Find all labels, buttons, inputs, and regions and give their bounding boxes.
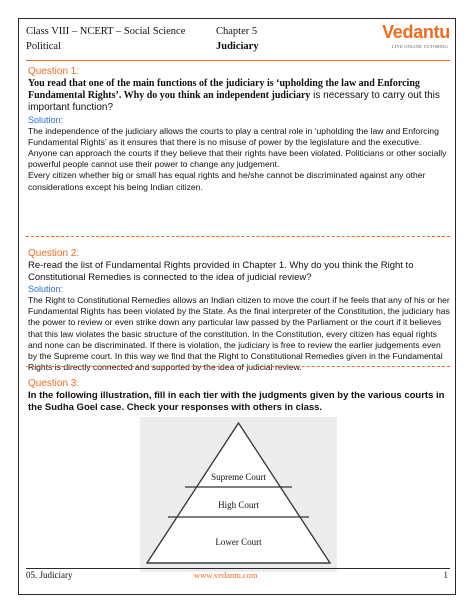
header-section: Political [26, 41, 61, 52]
question-2-text: Re-read the list of Fundamental Rights provided in Chapter 1. Why do you think the Right to Constitutional Remedies is connected to the idea of judicial review? [28, 260, 414, 283]
question-2-label: Question 2: [28, 248, 80, 259]
header-chapter-title: Judiciary [216, 41, 259, 52]
page-header [26, 22, 450, 64]
divider-q1 [26, 236, 450, 237]
question-2-solution: The Right to Constitutional Remedies allows an Indian citizen to move the court if he feels that any of his or her Fundamental Rights has been violated by the State. As the final interpreter of the Constitution, the judiciary has the power to review or even strike down any particular law passed by the Parliament or the court if it believes that this law violates the basic structure of the constitution. In the Constitution, every citizen has equal rights and none can be discriminated. If there is violation, the judiciary is free to review the earlier judgements even by the Supreme court. In this way we find that the Right to Constitutional Remedies given in the Fundamental Rights is directly connected and supported by the idea of judicial review. [28, 295, 450, 373]
logo-wordmark: Vedantu [382, 22, 450, 42]
question-3-text: In the following illustration, fill in each tier with the judgments given by the various courts in the Sudha Goel case. Check your responses with others in class. [28, 390, 445, 413]
footer-divider [26, 568, 450, 569]
tier-high-court: High Court [218, 500, 259, 510]
tier-supreme-court: Supreme Court [211, 472, 266, 482]
header-subject: Class VIII – NCERT – Social Science [26, 26, 186, 37]
question-1-label: Question 1: [28, 66, 80, 77]
question-3 [28, 378, 450, 414]
page-number: 1 [443, 570, 448, 580]
header-chapter: Chapter 5 [216, 26, 258, 37]
header-divider [26, 60, 450, 61]
court-pyramid-illustration [140, 417, 337, 572]
divider-q2 [26, 366, 450, 367]
question-2 [28, 248, 450, 373]
tier-lower-court: Lower Court [215, 537, 262, 547]
question-2-solution-label: Solution: [28, 284, 64, 294]
question-1-text-normal: is necessary to carry out this important function? [28, 90, 440, 114]
question-1-text [28, 78, 450, 115]
vedantu-logo [380, 22, 450, 56]
pyramid-svg [140, 417, 337, 572]
question-1 [28, 66, 450, 193]
footer-chapter: 05. Judiciary [26, 570, 73, 580]
question-1-solution-label: Solution: [28, 114, 64, 125]
page-footer [26, 570, 450, 584]
question-1-solution-paragraph-2: Every citizen whether big or small has equal rights and he/she cannot be discriminated against any other considerations except his being Indian citizen. [28, 170, 426, 192]
question-1-text-bold: You read that one of the main functions of the judiciary is ‘upholding the law and Enforcing Fundamental Rights’. Why do you think an independent judiciary [28, 78, 420, 102]
question-1-solution-paragraph-1: The independence of the judiciary allows the courts to play a central role in ‘upholding the law and Enforcing Fundamental Rights’ as it ensures that there is no misuse of power by the legislature and the executive. Anyone can approach the courts if they believe that their rights have been violated. Politicians or other socially powerful people cannot use their power to change any judgement. [28, 125, 447, 170]
logo-tagline: LIVE ONLINE TUTORING [391, 44, 448, 49]
footer-website-link[interactable]: www.vedantu.com [194, 570, 258, 580]
question-3-label: Question 3: [28, 378, 80, 389]
